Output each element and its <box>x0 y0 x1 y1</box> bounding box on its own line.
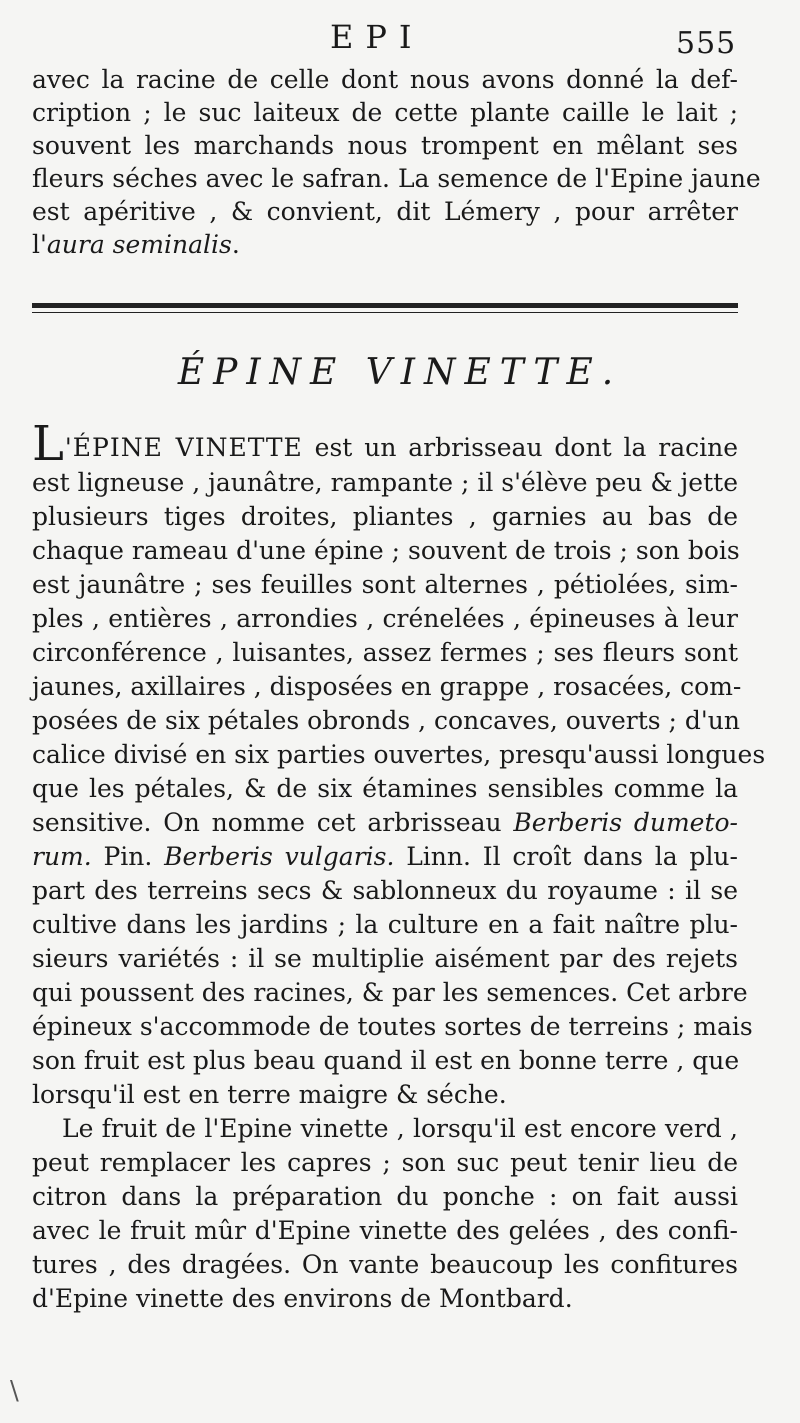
text-fragment: sensitive. On nomme cet arbrisseau <box>32 808 514 837</box>
text-line: cultive dans les jardins ; la culture en a fait naître plu- <box>32 910 738 939</box>
text-fragment: Linn. Il croît dans la plu- <box>394 842 738 871</box>
section-rule-thin <box>32 312 738 313</box>
text-line: plusieurs tiges droites, pliantes , garnies au bas de <box>32 502 738 531</box>
text-line: circonférence , luisantes, assez fermes ; ses fleurs sont <box>32 638 738 667</box>
latin-term: Berberis vulgaris. <box>164 842 395 871</box>
text-line: sieurs variétés : il se multiplie aisément par des rejets <box>32 944 738 973</box>
section-title: ÉPINE VINETTE. <box>177 352 623 393</box>
text-line: lorsqu'il est en terre maigre & séche. <box>32 1080 507 1109</box>
text-line: avec le fruit mûr d'Epine vinette des gelées , des confi- <box>32 1216 738 1245</box>
text-line: son fruit est plus beau quand il est en bonne terre , que <box>32 1046 740 1075</box>
text-line: ples , entières , arrondies , crénelées , épineuses à leur <box>32 604 738 633</box>
text-line <box>32 228 738 261</box>
text-line: posées de six pétales obronds , concaves, ouverts ; d'un <box>32 706 741 735</box>
text-line: citron dans la préparation du ponche : on fait aussi <box>32 1182 738 1211</box>
text-line: est jaunâtre ; ses feuilles sont alternes , pétiolées, sim- <box>32 570 738 599</box>
text-line: d'Epine vinette des environs de Montbard. <box>32 1284 573 1313</box>
section-rule-thick <box>32 303 738 308</box>
text-line: qui poussent des racines, & par les semences. Cet arbre <box>32 978 748 1007</box>
text-line: épineux s'accommode de toutes sortes de terreins ; mais <box>32 1012 753 1041</box>
text-line: jaunes, axillaires , disposées en grappe , rosacées, com- <box>32 672 742 701</box>
text-line: chaque rameau d'une épine ; souvent de trois ; son bois <box>32 536 740 565</box>
text-line: souvent les marchands nous trompent en mêlant ses <box>32 131 738 160</box>
text-line: Le fruit de l'Epine vinette , lorsqu'il est encore verd , <box>62 1114 738 1143</box>
text-fragment: . <box>231 230 240 259</box>
running-head <box>0 14 800 61</box>
text-line <box>32 806 738 839</box>
latin-term: aura seminalis <box>46 230 232 259</box>
text-fragment: Pin. <box>91 842 165 871</box>
latin-term: Berberis dumeto- <box>513 808 738 837</box>
text-line: est ligneuse , jaunâtre, rampante ; il s'élève peu & jette <box>32 468 738 497</box>
margin-mark: \ <box>10 1376 19 1406</box>
page-number: 555 <box>676 26 737 61</box>
text-line: calice divisé en six parties ouvertes, presqu'aussi longues <box>32 740 766 769</box>
text-line: part des terreins secs & sablonneux du royaume : il se <box>32 876 738 905</box>
entry-heading-smallcaps: 'ÉPINE VINETTE <box>64 433 303 462</box>
text-line: cription ; le suc laiteux de cette plante caille le lait ; <box>32 98 738 127</box>
text-line: fleurs séches avec le safran. La semence de l'Epine jaune <box>32 164 761 193</box>
text-fragment: l' <box>32 230 47 259</box>
text-line <box>32 840 738 873</box>
text-line: peut remplacer les capres ; son suc peut tenir lieu de <box>32 1148 738 1177</box>
running-title: EPI <box>330 18 424 56</box>
text-fragment: est un arbrisseau dont la racine <box>302 433 739 462</box>
text-line <box>32 416 739 472</box>
text-line: que les pétales, & de six étamines sensibles comme la <box>32 774 738 803</box>
drop-cap: L <box>32 416 64 472</box>
text-line: avec la racine de celle dont nous avons donné la def- <box>32 65 738 94</box>
text-line: tures , des dragées. On vante beaucoup les confitures <box>32 1250 738 1279</box>
text-line: est apéritive , & convient, dit Lémery , pour arrêter <box>32 197 738 226</box>
latin-term: rum. <box>32 842 92 871</box>
